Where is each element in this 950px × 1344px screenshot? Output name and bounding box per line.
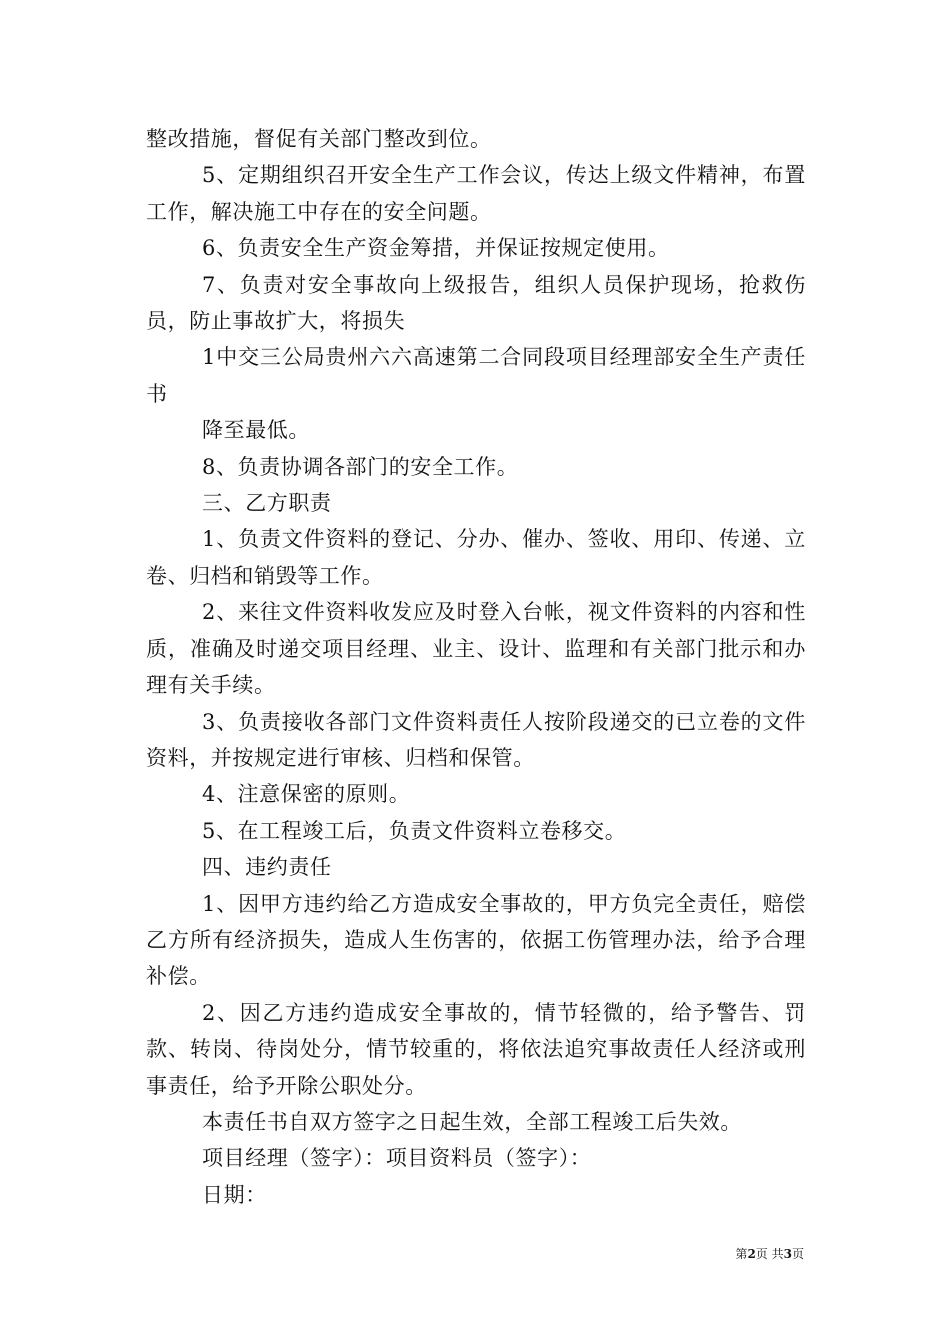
paragraph: 整改措施，督促有关部门整改到位。 [146, 127, 492, 151]
footer-prefix: 第 [735, 1247, 748, 1261]
document-body [146, 121, 806, 1213]
paragraph: 3、负责接收各部门文件资料责任人按阶段递交的已立卷的文件资料，并按规定进行审核、归档和保管。 [146, 709, 806, 770]
page-header-inline: 1中交三公局贵州六六高速第二合同段项目经理部安全生产责任书 [146, 345, 806, 406]
paragraph: 7、负责对安全事故向上级报告，组织人员保护现场，抢救伤员，防止事故扩大，将损失 [146, 272, 806, 334]
current-page-number: 2 [747, 1247, 756, 1261]
paragraph: 5、在工程竣工后，负责文件资料立卷移交。 [202, 818, 627, 843]
paragraph: 5、定期组织召开安全生产工作会议，传达上级文件精神，布置工作，解决施工中存在的安全问题。 [146, 163, 806, 224]
paragraph: 降至最低。 [202, 418, 310, 443]
footer-middle: 页 共 [755, 1247, 784, 1261]
paragraph: 1、因甲方违约给乙方造成安全事故的，甲方负完全责任，赔偿乙方所有经济损失，造成人生伤害的，依据工伤管理办法，给予合理补偿。 [146, 891, 806, 989]
date-line: 日期： [202, 1182, 267, 1207]
paragraph: 本责任书自双方签字之日起生效，全部工程竣工后失效。 [202, 1109, 742, 1134]
total-pages-number: 3 [783, 1247, 792, 1261]
signature-line: 项目经理（签字）：项目资料员（签字）： [202, 1146, 592, 1171]
page-number-footer [735, 1246, 804, 1262]
footer-suffix: 页 [791, 1247, 804, 1261]
paragraph: 1、负责文件资料的登记、分办、催办、签收、用印、传递、立卷、归档和销毁等工作。 [146, 527, 806, 588]
paragraph: 4、注意保密的原则。 [202, 782, 411, 807]
section-heading: 三、乙方职责 [202, 491, 332, 516]
section-heading: 四、违约责任 [202, 855, 332, 880]
paragraph: 8、负责协调各部门的安全工作。 [202, 454, 519, 479]
paragraph: 2、因乙方违约造成安全事故的，情节轻微的，给予警告、罚款、转岗、待岗处分，情节较重的，将依法追究事故责任人经济或刑事责任，给予开除公职处分。 [146, 1000, 806, 1098]
paragraph: 2、来往文件资料收发应及时登入台帐，视文件资料的内容和性质，准确及时递交项目经理、业主、设计、监理和有关部门批示和办理有关手续。 [146, 600, 806, 698]
paragraph: 6、负责安全生产资金筹措，并保证按规定使用。 [202, 236, 670, 261]
